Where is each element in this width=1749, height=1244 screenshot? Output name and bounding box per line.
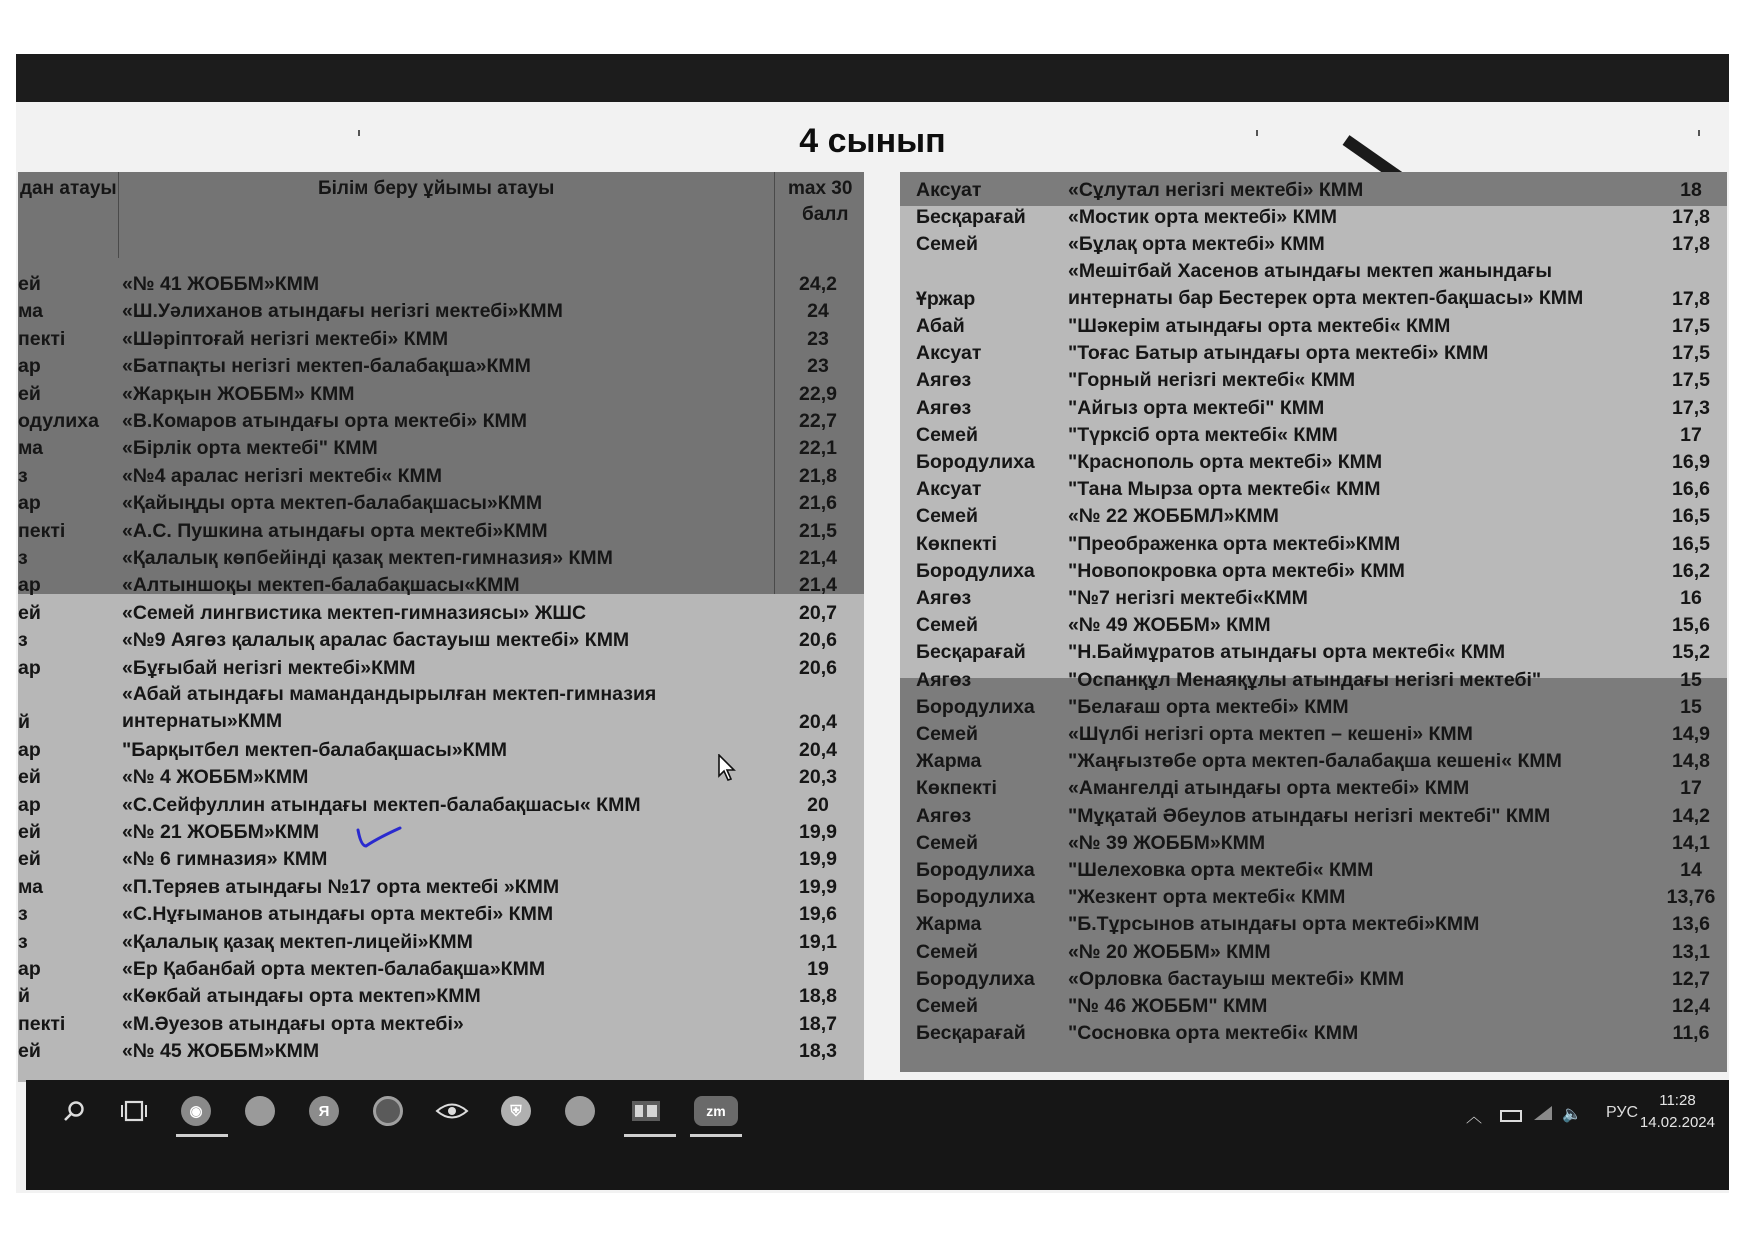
- cell-score: 21,6: [799, 492, 837, 515]
- cell-score: 20,6: [799, 629, 837, 652]
- cell-score: 17,5: [1672, 342, 1710, 365]
- cell-score: 21,4: [799, 547, 837, 569]
- cell-score: 22,9: [799, 382, 837, 405]
- cell-organization: «П.Теряев атындағы №17 орта мектебі »КММ: [122, 875, 560, 898]
- cell-organization: «Жарқын ЖОББМ» КММ: [122, 382, 355, 405]
- right-results-table: [900, 172, 1727, 1072]
- cell-district: Семей: [916, 723, 978, 745]
- cell-score: 19,6: [799, 903, 837, 926]
- cell-organization: "Краснополь орта мектебі» КММ: [1068, 451, 1383, 473]
- cell-district: Жарма: [916, 913, 982, 936]
- cell-organization: «М.Әуезов атындағы орта мектебі»: [122, 1012, 464, 1035]
- cell-district: Бородулиха: [916, 695, 1035, 718]
- cell-score: 17: [1680, 423, 1702, 446]
- cell-district: ей: [18, 821, 41, 843]
- cell-organization: "Тана Мырза орта мектебі« КММ: [1068, 478, 1381, 501]
- cell-district: Аксуат: [916, 478, 982, 501]
- cell-score: 12,4: [1672, 995, 1710, 1017]
- cell-score: 19,9: [799, 848, 837, 871]
- cell-district: Бородулиха: [916, 967, 1035, 990]
- cell-district: пекті: [18, 1012, 66, 1035]
- cell-district: ар: [18, 355, 41, 378]
- cell-score: 20: [807, 793, 829, 816]
- cell-score: 11,6: [1672, 1022, 1710, 1045]
- cell-district: з: [18, 629, 28, 652]
- cell-district: Бородулиха: [916, 886, 1035, 909]
- cell-organization: "Шәкерім атындағы орта мектебі« КММ: [1068, 315, 1451, 337]
- cell-organization: «№ 6 гимназия» КММ: [122, 848, 328, 871]
- cell-district: Көкпекті: [916, 777, 997, 800]
- handwritten-check-mark: [356, 824, 402, 850]
- cell-score: 22,1: [799, 437, 837, 460]
- cell-district: Аягөз: [916, 396, 972, 419]
- cell-score: 14,8: [1672, 750, 1710, 773]
- cell-score: 20,6: [799, 656, 837, 679]
- cell-organization: "№ 46 ЖОББМ" КММ: [1068, 995, 1268, 1017]
- cell-district: ар: [18, 738, 41, 761]
- cell-score: 15,2: [1672, 641, 1710, 664]
- battery-icon[interactable]: [1500, 1110, 1522, 1122]
- cell-score: 17,3: [1672, 396, 1710, 419]
- cell-score: 19,9: [799, 875, 837, 898]
- clock-date: 14.02.2024: [1639, 1114, 1715, 1131]
- cell-organization: «№ 39 ЖОББМ»КММ: [1068, 831, 1266, 854]
- cell-district: пекті: [18, 327, 66, 350]
- eye-icon[interactable]: [432, 1090, 472, 1132]
- cell-score: 21,5: [799, 519, 837, 542]
- cell-score: 18,7: [799, 1012, 837, 1035]
- cell-organization: "Преображенка орта мектебі»КММ: [1068, 532, 1401, 555]
- window-top-bar: [16, 54, 1729, 102]
- cell-organization: "Новопокровка орта мектебі» КММ: [1068, 559, 1405, 582]
- cell-organization: «№9 Аягөз қалалық аралас бастауыш мектебі» КММ: [122, 629, 630, 652]
- cell-score: 14,9: [1672, 723, 1710, 745]
- cell-district: Семей: [916, 233, 978, 256]
- cell-organization: "Мұқатай Әбеулов атындағы негізгі мектебі" КММ: [1068, 804, 1551, 827]
- cell-organization: "Белағаш орта мектебі» КММ: [1068, 695, 1349, 718]
- opera-icon[interactable]: [368, 1090, 408, 1132]
- cell-organization: "Б.Тұрсынов атындағы орта мектебі»КММ: [1068, 913, 1480, 936]
- cell-score: 14: [1680, 859, 1702, 881]
- cell-organization: «№ 20 ЖОББМ» КММ: [1068, 940, 1271, 963]
- cell-organization: «Мешітбай Хасенов атындағы мектеп жанындағы интернаты бар Бестерек орта мектеп-бақшасы» КММ: [1068, 259, 1584, 309]
- cell-organization: «№ 4 ЖОББМ»КММ: [122, 766, 309, 789]
- cell-score: 16,5: [1672, 505, 1710, 528]
- left-results-table: [18, 172, 864, 1082]
- cell-score: 22,7: [799, 410, 837, 432]
- cell-organization: "Шелеховка орта мектебі« КММ: [1068, 859, 1374, 881]
- cell-score: 13,1: [1672, 940, 1710, 963]
- screen: [16, 54, 1729, 1193]
- cell-organization: «С.Сейфуллин атындағы мектеп-балабақшасы« КММ: [122, 793, 641, 816]
- cell-score: 21,4: [799, 574, 837, 597]
- cell-organization: «Қалалық көпбейінді қазақ мектеп-гимназия» КММ: [122, 547, 613, 569]
- cell-score: 18,3: [799, 1040, 837, 1063]
- cell-district: Аксуат: [916, 342, 982, 365]
- cell-district: ей: [18, 382, 41, 405]
- cell-organization: «Орловка бастауыш мектебі» КММ: [1068, 967, 1405, 990]
- cell-score: 17,5: [1672, 315, 1710, 337]
- cell-organization: «Бұлақ орта мектебі» КММ: [1068, 233, 1325, 256]
- firefox-icon[interactable]: [560, 1090, 600, 1132]
- search-icon[interactable]: [54, 1090, 94, 1132]
- cell-score: 16,9: [1672, 451, 1710, 473]
- cell-organization: "Горный негізгі мектебі« КММ: [1068, 369, 1356, 392]
- cell-score: 21,8: [799, 464, 837, 487]
- header-score: max 30: [788, 178, 853, 199]
- cell-district: ей: [18, 273, 41, 295]
- cell-organization: "Барқытбел мектеп-балабақшасы»КММ: [122, 738, 507, 761]
- cell-district: Семей: [916, 940, 978, 963]
- cell-organization: "№7 негізгі мектебі«КММ: [1068, 587, 1308, 609]
- presenter-icon[interactable]: [626, 1090, 666, 1132]
- cell-district: Семей: [916, 995, 978, 1017]
- cell-district: Семей: [916, 423, 978, 446]
- cell-organization: «Көкбай атындағы орта мектеп»КММ: [122, 985, 481, 1008]
- cell-organization: «Алтыншоқы мектеп-балабақшасы«КММ: [122, 574, 520, 597]
- active-app-indicator: [624, 1134, 676, 1137]
- cell-score: 15,6: [1672, 614, 1710, 637]
- language-indicator[interactable]: РУС: [1606, 1104, 1639, 1121]
- cell-district: Ұржар: [916, 287, 976, 310]
- cell-district: Аягөз: [916, 369, 972, 392]
- clock[interactable]: [1640, 1090, 1715, 1134]
- cell-score: 14,1: [1672, 831, 1710, 854]
- cell-district: Семей: [916, 614, 978, 637]
- cell-organization: «Бұғыбай негізгі мектебі»КММ: [122, 656, 416, 679]
- cell-score: 17,8: [1672, 206, 1710, 229]
- cell-organization: "Оспанқұл Менаяқұлы атындағы негізгі мектебі": [1068, 668, 1542, 691]
- cell-district: Абай: [916, 315, 965, 337]
- cell-district: ар: [18, 574, 41, 597]
- cell-district: Жарма: [916, 750, 982, 773]
- cell-score: 23: [807, 327, 829, 350]
- zoom-icon[interactable]: zm: [690, 1090, 742, 1132]
- cell-organization: "Тоғас Батыр атындағы орта мектебі» КММ: [1068, 342, 1489, 365]
- cell-score: 19,9: [799, 821, 837, 843]
- cell-organization: «Шәріптоғай негізгі мектебі» КММ: [122, 327, 449, 350]
- cell-district: ма: [18, 300, 44, 323]
- cell-district: одулиха: [18, 410, 99, 432]
- cell-organization: «Семей лингвистика мектеп-гимназиясы» ЖШС: [122, 601, 587, 624]
- cell-organization: «№ 49 ЖОББМ» КММ: [1068, 614, 1271, 637]
- cell-score: 19,1: [799, 930, 837, 953]
- cell-district: ар: [18, 492, 41, 515]
- cell-organization: «С.Нұғыманов атындағы орта мектебі» КММ: [122, 903, 554, 926]
- cell-score: 20,4: [799, 711, 837, 734]
- cell-organization: «Ш.Уәлиханов атындағы негізгі мектебі»КММ: [122, 300, 563, 323]
- cell-district: Аягөз: [916, 587, 972, 609]
- cell-organization: «№ 21 ЖОББМ»КММ: [122, 821, 320, 843]
- cell-district: ма: [18, 437, 44, 460]
- cell-district: Семей: [916, 505, 978, 528]
- cell-score: 18,8: [799, 985, 837, 1008]
- cell-score: 16,5: [1672, 532, 1710, 555]
- cell-organization: "Н.Баймұратов атындағы орта мектебі« КММ: [1068, 641, 1506, 664]
- cell-score: 20,3: [799, 766, 837, 789]
- active-app-indicator: [176, 1134, 228, 1137]
- cell-organization: «Қалалық қазақ мектеп-лицейі»КММ: [122, 930, 473, 953]
- header-score-unit: балл: [802, 204, 849, 225]
- cell-district: ей: [18, 601, 41, 624]
- cell-score: 24: [807, 300, 829, 323]
- cell-organization: «Ер Қабанбай орта мектеп-балабақша»КММ: [122, 958, 546, 980]
- cell-district: ар: [18, 958, 41, 980]
- cell-district: Бородулиха: [916, 559, 1035, 582]
- cell-organization: "Айгыз орта мектебі" КММ: [1068, 396, 1325, 419]
- cell-organization: "Жаңғызтөбе орта мектеп-балабақша кешені« КММ: [1068, 750, 1562, 773]
- cell-district: Бесқарағай: [916, 1022, 1026, 1045]
- cell-score: 16: [1680, 587, 1702, 609]
- wifi-icon[interactable]: [1532, 1104, 1554, 1127]
- cell-organization: «Амангелді атындағы орта мектебі» КММ: [1068, 777, 1470, 800]
- cell-district: ей: [18, 848, 41, 871]
- cell-score: 12,7: [1672, 967, 1710, 990]
- cell-district: Аягөз: [916, 668, 972, 691]
- cell-score: 15: [1680, 695, 1702, 718]
- cell-district: з: [18, 547, 28, 569]
- cell-score: 17,8: [1672, 233, 1710, 256]
- cell-score: 18: [1680, 179, 1702, 201]
- page-title: 4 сынып: [799, 122, 946, 160]
- cell-district: ей: [18, 766, 41, 789]
- cell-district: Бесқарағай: [916, 641, 1026, 664]
- cell-district: ей: [18, 1040, 41, 1063]
- cell-organization: «Мостик орта мектебі» КММ: [1068, 206, 1337, 229]
- cell-district: пекті: [18, 519, 66, 542]
- cell-organization: «№4 аралас негізгі мектебі« КММ: [122, 464, 443, 487]
- cell-organization: «В.Комаров атындағы орта мектебі» КММ: [122, 410, 528, 432]
- cell-score: 23: [807, 355, 829, 378]
- cell-organization: «№ 45 ЖОББМ»КММ: [122, 1040, 320, 1063]
- cell-organization: "Түрксіб орта мектебі« КММ: [1068, 423, 1338, 446]
- cell-organization: «Бірлік орта мектебі" КММ: [122, 437, 378, 460]
- active-app-indicator: [690, 1134, 742, 1137]
- cell-organization: "Сосновка орта мектебі« КММ: [1068, 1022, 1359, 1045]
- header-district: дан атауы: [20, 178, 117, 199]
- cell-score: 14,2: [1672, 804, 1710, 827]
- chrome-icon[interactable]: ◉: [176, 1090, 216, 1132]
- cell-score: 17,8: [1672, 287, 1710, 310]
- cell-organization: «Шүлбі негізгі орта мектеп – кешені» КММ: [1068, 723, 1473, 745]
- shield-icon[interactable]: ⛨: [496, 1090, 536, 1132]
- cell-score: 20,4: [799, 738, 837, 761]
- cell-score: 20,7: [799, 601, 837, 624]
- cell-district: ма: [18, 875, 44, 898]
- cell-organization: «№ 41 ЖОББМ»КММ: [122, 273, 320, 295]
- cell-organization: «Абай атындағы мамандандырылған мектеп-гимназия интернаты»КММ: [122, 683, 657, 733]
- cell-district: й: [18, 985, 30, 1008]
- clock-time: 11:28: [1659, 1092, 1696, 1109]
- cell-score: 13,76: [1666, 886, 1716, 909]
- cell-district: Семей: [916, 831, 978, 854]
- cell-score: 16,2: [1672, 559, 1710, 582]
- cell-score: 17,5: [1672, 369, 1710, 392]
- cell-district: й: [18, 711, 30, 734]
- cell-organization: «Батпақты негізгі мектеп-балабақша»КММ: [122, 355, 531, 378]
- cell-district: Көкпекті: [916, 532, 997, 555]
- cell-organization: «Қайыңды орта мектеп-балабақшасы»КММ: [122, 492, 543, 515]
- browser-icon[interactable]: [240, 1090, 280, 1132]
- yandex-icon[interactable]: Я: [304, 1090, 344, 1132]
- cell-organization: «Сұлутал негізгі мектебі» КММ: [1068, 179, 1364, 201]
- cell-organization: «№ 22 ЖОББМЛ»КММ: [1068, 505, 1279, 528]
- cell-score: 15: [1680, 668, 1702, 691]
- task-view-icon[interactable]: [114, 1090, 154, 1132]
- cell-district: Бородулиха: [916, 451, 1035, 473]
- mouse-cursor-icon: [718, 754, 738, 782]
- cell-organization: "Жезкент орта мектебі« КММ: [1068, 886, 1346, 909]
- cell-district: Аягөз: [916, 804, 972, 827]
- cell-score: 19: [807, 958, 829, 980]
- cell-district: Бородулиха: [916, 859, 1035, 881]
- cell-district: ар: [18, 793, 41, 816]
- cell-score: 16,6: [1672, 478, 1710, 501]
- header-org: Білім беру ұйымы атауы: [318, 178, 555, 199]
- chevron-up-icon[interactable]: ︿: [1466, 1109, 1483, 1126]
- cell-score: 13,6: [1672, 913, 1710, 936]
- taskbar: [26, 1080, 1729, 1190]
- cell-district: з: [18, 464, 28, 487]
- cell-district: Аксуат: [916, 179, 982, 201]
- cell-district: з: [18, 903, 28, 926]
- cell-score: 17: [1680, 777, 1702, 800]
- cell-organization: «А.С. Пушкина атындағы орта мектебі»КММ: [122, 519, 548, 542]
- cell-score: 24,2: [799, 273, 837, 295]
- table-header: [18, 172, 864, 258]
- volume-icon[interactable]: 🔈: [1562, 1106, 1582, 1123]
- cell-district: ар: [18, 656, 41, 679]
- cell-district: з: [18, 930, 28, 953]
- cell-district: Бесқарағай: [916, 206, 1026, 229]
